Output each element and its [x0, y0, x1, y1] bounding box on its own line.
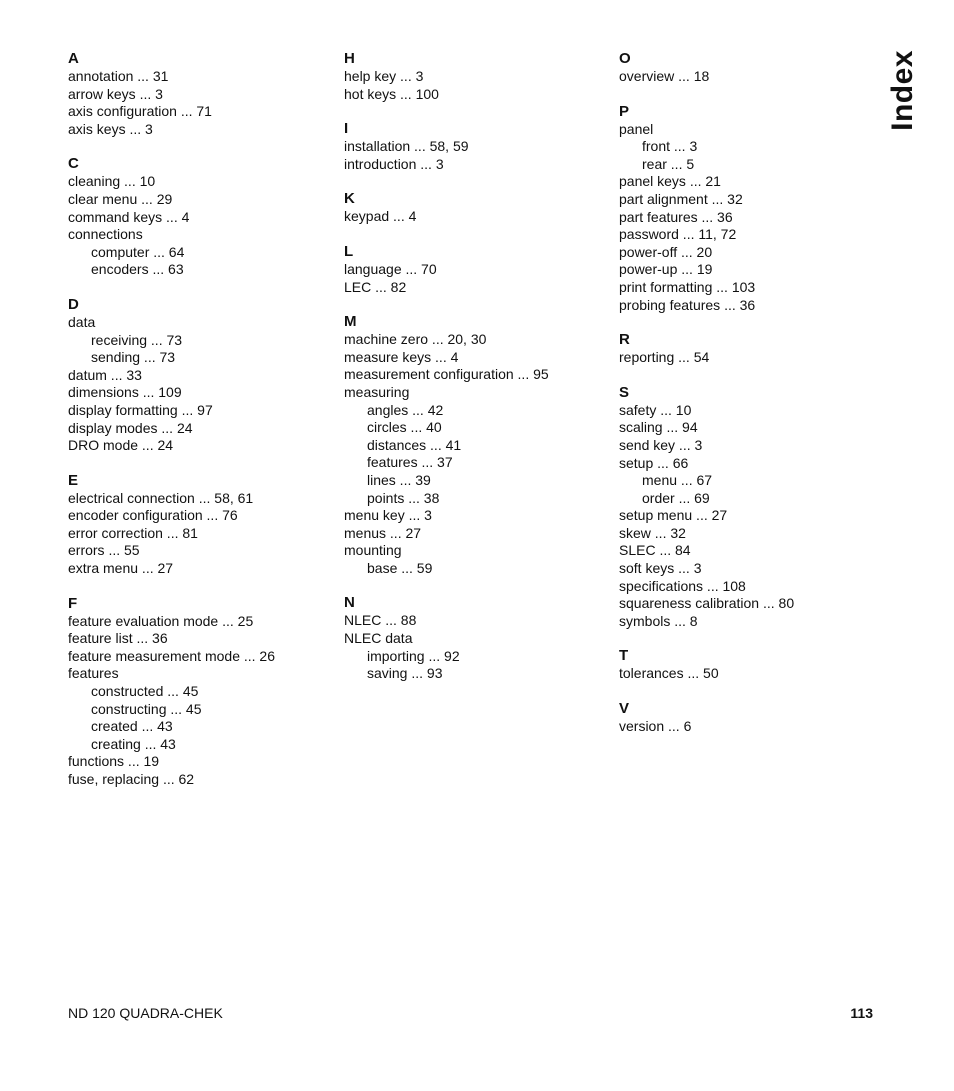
index-entry: DRO mode ... 24	[68, 437, 174, 454]
index-subentry: importing ... 92	[367, 647, 460, 664]
index-entry: help key ... 3	[344, 68, 424, 84]
index-entry: measurement configuration ... 95	[344, 366, 549, 383]
index-entry: feature list ... 36	[68, 630, 168, 647]
index-entry: display modes ... 24	[68, 419, 193, 436]
index-entry: menu key ... 3	[344, 507, 432, 524]
index-subentry: rear ... 5	[642, 155, 695, 172]
index-entry: connections	[68, 226, 143, 243]
index-subentry: points ... 38	[367, 489, 440, 506]
index-entry: extra menu ... 27	[68, 560, 174, 577]
index-group-l	[344, 242, 614, 296]
index-entry: arrow keys ... 3	[68, 85, 163, 102]
index-entry: setup menu ... 27	[619, 507, 728, 524]
index-subentry: creating ... 43	[91, 735, 176, 752]
index-letter-heading: R	[619, 331, 630, 349]
index-group-s	[619, 383, 889, 631]
index-letter-heading: F	[68, 594, 78, 612]
index-group-h	[344, 49, 614, 103]
index-entry: scaling ... 94	[619, 419, 698, 436]
index-entry: skew ... 32	[619, 524, 686, 541]
index-subentry: sending ... 73	[91, 349, 176, 366]
index-subentry: order ... 69	[642, 489, 710, 506]
index-subentry: constructed ... 45	[91, 683, 199, 700]
index-entry: part alignment ... 32	[619, 190, 743, 207]
index-letter-heading: L	[344, 242, 354, 260]
index-entry: installation ... 58, 59	[344, 138, 469, 155]
index-subentry: angles ... 42	[367, 401, 444, 418]
page-title: Index	[886, 50, 919, 131]
index-entry: measuring	[344, 383, 410, 400]
index-entry: print formatting ... 103	[619, 278, 756, 295]
index-entry: soft keys ... 3	[619, 560, 702, 577]
index-group-a	[68, 49, 338, 138]
index-entry: keypad ... 4	[344, 208, 417, 225]
index-entry: symbols ... 8	[619, 612, 698, 629]
index-letter-heading: N	[344, 594, 355, 612]
index-group-d	[68, 295, 338, 455]
index-entry: panel	[619, 120, 654, 137]
index-entry: power-up ... 19	[619, 261, 713, 278]
index-entry: display formatting ... 97	[68, 401, 213, 418]
index-entry: safety ... 10	[619, 401, 692, 418]
index-entry: LEC ... 82	[344, 278, 407, 295]
index-group-o	[619, 49, 889, 86]
index-entry: NLEC data	[344, 630, 413, 647]
index-entry: data	[68, 313, 96, 330]
index-group-e	[68, 471, 338, 578]
index-letter-heading: I	[344, 120, 349, 138]
index-group-k	[344, 189, 614, 226]
index-entry: dimensions ... 109	[68, 384, 182, 401]
index-letter-heading: D	[68, 295, 79, 313]
index-entry: axis keys ... 3	[68, 120, 153, 137]
index-entry: errors ... 55	[68, 542, 140, 559]
index-entry: electrical connection ... 58, 61	[68, 489, 254, 506]
index-group-t	[619, 646, 889, 683]
index-group-p	[619, 102, 889, 315]
index-entry: datum ... 33	[68, 366, 142, 383]
index-entry: command keys ... 4	[68, 208, 190, 225]
index-entry: error correction ... 81	[68, 524, 198, 541]
index-subentry: saving ... 93	[367, 665, 443, 682]
index-group-m	[344, 312, 614, 577]
index-group-i	[344, 119, 614, 173]
index-entry: menus ... 27	[344, 524, 422, 541]
index-subentry: computer ... 64	[91, 243, 185, 260]
index-entry: axis configuration ... 71	[68, 103, 212, 120]
index-subentry: created ... 43	[91, 718, 173, 735]
index-entry: annotation ... 31	[68, 68, 169, 84]
index-subentry: lines ... 39	[367, 471, 431, 488]
index-group-n	[344, 593, 614, 682]
index-entry: fuse, replacing ... 62	[68, 771, 195, 787]
index-entry: squareness calibration ... 80	[619, 595, 795, 612]
index-letter-heading: K	[344, 190, 355, 208]
index-entry: feature measurement mode ... 26	[68, 647, 275, 664]
index-letter-heading: T	[619, 647, 629, 665]
index-subentry: base ... 59	[367, 559, 433, 576]
index-entry: send key ... 3	[619, 436, 703, 453]
index-subentry: constructing ... 45	[91, 700, 202, 717]
index-letter-heading: E	[68, 471, 79, 489]
footer-page-number: 113	[850, 1005, 873, 1021]
index-entry: setup ... 66	[619, 454, 689, 471]
index-letter-heading: P	[619, 102, 630, 120]
index-subentry: encoders ... 63	[91, 261, 184, 278]
index-entry: power-off ... 20	[619, 243, 713, 260]
index-letter-heading: V	[619, 700, 630, 718]
index-entry: measure keys ... 4	[344, 348, 459, 365]
index-entry: feature evaluation mode ... 25	[68, 612, 254, 629]
index-subentry: menu ... 67	[642, 472, 713, 489]
index-group-f	[68, 594, 338, 789]
index-entry: encoder configuration ... 76	[68, 507, 238, 524]
index-entry: language ... 70	[344, 260, 437, 277]
index-entry: features	[68, 665, 119, 682]
index-entry: SLEC ... 84	[619, 542, 691, 559]
index-entry: panel keys ... 21	[619, 173, 721, 190]
index-letter-heading: C	[68, 155, 79, 173]
index-letter-heading: H	[344, 50, 355, 67]
index-column-1	[68, 49, 338, 805]
index-entry: cleaning ... 10	[68, 173, 156, 190]
index-entry: overview ... 18	[619, 68, 710, 84]
index-subentry: receiving ... 73	[91, 331, 183, 348]
index-entry: machine zero ... 20, 30	[344, 331, 487, 348]
index-group-v	[619, 699, 889, 736]
index-entry: mounting	[344, 542, 402, 559]
index-entry: functions ... 19	[68, 753, 160, 770]
index-entry: password ... 11, 72	[619, 226, 737, 243]
index-column-3	[619, 49, 889, 752]
index-entry: version ... 6	[619, 718, 692, 735]
index-subentry: distances ... 41	[367, 436, 462, 453]
index-letter-heading: M	[344, 313, 357, 331]
index-letter-heading: A	[68, 50, 79, 67]
index-entry: part features ... 36	[619, 208, 733, 225]
index-group-r	[619, 330, 889, 367]
index-subentry: features ... 37	[367, 454, 453, 471]
index-entry: clear menu ... 29	[68, 190, 173, 207]
index-entry: NLEC ... 88	[344, 612, 417, 629]
index-column-2	[344, 49, 614, 699]
index-entry: tolerances ... 50	[619, 665, 719, 682]
index-subentry: circles ... 40	[367, 419, 442, 436]
footer-product-name: ND 120 QUADRA-CHEK	[68, 1005, 223, 1021]
index-entry: introduction ... 3	[344, 155, 444, 172]
index-letter-heading: O	[619, 50, 631, 67]
index-entry: reporting ... 54	[619, 349, 710, 366]
index-entry: specifications ... 108	[619, 577, 746, 594]
index-subentry: front ... 3	[642, 138, 698, 155]
index-entry: hot keys ... 100	[344, 85, 439, 102]
index-entry: probing features ... 36	[619, 296, 756, 313]
index-letter-heading: S	[619, 383, 630, 401]
index-group-c	[68, 154, 338, 279]
